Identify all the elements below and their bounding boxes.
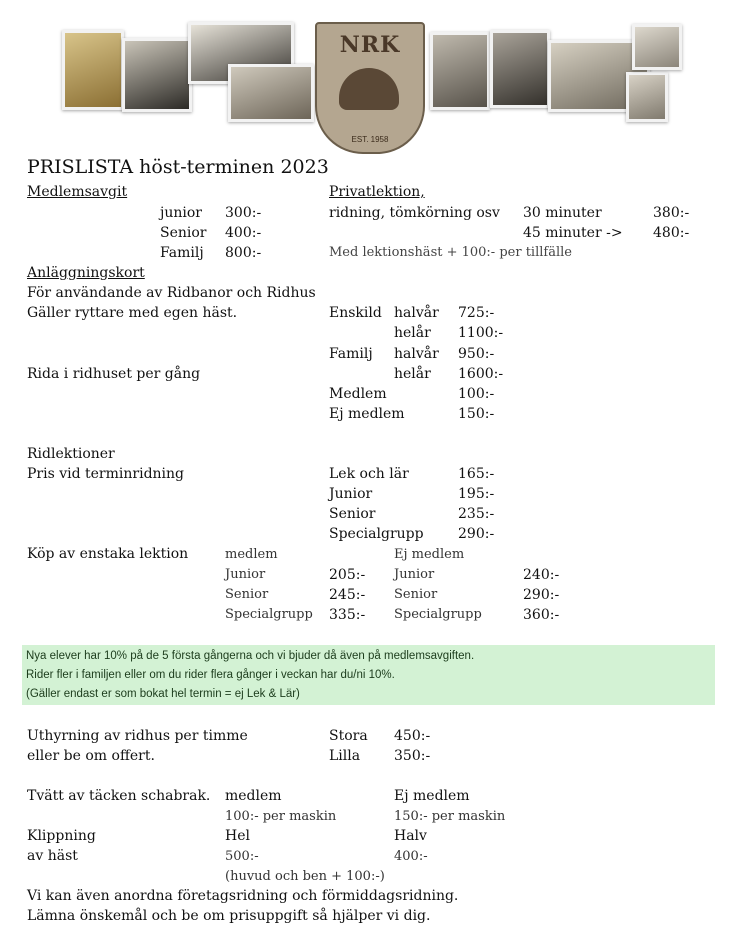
medlemsavgift-junior-label: junior (160, 205, 202, 221)
privatlektion-45-price: 480:- (653, 225, 690, 241)
anlaggningskort-medlem-price: 100:- (458, 386, 495, 402)
anlaggningskort-enskild-halvar-price: 725:- (458, 305, 495, 321)
notice-line2: Rider fler i familjen eller om du rider flera gånger i veckan har du/ni 10%. (26, 669, 395, 681)
anlaggningskort-line2: Gäller ryttare med egen häst. (27, 305, 238, 321)
klippning-hel-price: 500:- (225, 849, 259, 864)
anlaggningskort-familj: Familj (329, 346, 373, 362)
uthyrning-stora-price: 450:- (394, 728, 431, 744)
enstaka-ej-medlem-head: Ej medlem (394, 547, 465, 562)
klippning-halv: Halv (394, 828, 427, 844)
enstaka-medlem-head: medlem (225, 547, 278, 562)
klippning-halv-price: 400:- (394, 849, 428, 864)
portrait-photo (626, 72, 668, 122)
enstaka-heading: Köp av enstaka lektion (27, 546, 189, 562)
enstaka-row-medlem-price: 335:- (329, 607, 366, 623)
anlaggningskort-familj-helar-price: 1600:- (458, 366, 504, 382)
tvatt-label: Tvätt av täcken schabrak. (27, 788, 211, 804)
discount-notice (22, 645, 715, 705)
notice-line3: (Gäller endast er som bokat hel termin = ej Lek & Lär) (26, 688, 300, 700)
horse-photo (122, 38, 192, 112)
ridlektioner-row-price: 290:- (458, 526, 495, 542)
crest-horse-icon (339, 68, 399, 110)
uthyrning-stora: Stora (329, 728, 368, 744)
medlemsavgift-junior-price: 300:- (225, 205, 262, 221)
ridlektioner-heading: Ridlektioner (27, 446, 115, 462)
enstaka-row-ej-label: Specialgrupp (394, 607, 482, 622)
anlaggningskort-enskild-helar-price: 1100:- (458, 325, 504, 341)
ridlektioner-row-price: 165:- (458, 466, 495, 482)
enstaka-row-ej-label: Junior (394, 567, 435, 582)
nrk-crest-logo (315, 22, 425, 154)
footer-line2: Lämna önskemål och be om prisuppgift så hjälper vi dig. (27, 908, 431, 924)
ridlektioner-row-label: Specialgrupp (329, 526, 424, 542)
medlemsavgift-senior-price: 400:- (225, 225, 262, 241)
klippning-line2: av häst (27, 848, 78, 864)
page-title: PRISLISTA höst-terminen 2023 (27, 156, 329, 178)
uthyrning-line1: Uthyrning av ridhus per timme (27, 728, 248, 744)
crest-title: NRK (339, 32, 401, 58)
privatlektion-heading: Privatlektion, (329, 184, 425, 200)
anlaggningskort-medlem: Medlem (329, 386, 387, 402)
privatlektion-desc: ridning, tömkörning osv (329, 205, 500, 221)
tvatt-medlem: medlem (225, 788, 282, 804)
enstaka-row-label: Senior (225, 587, 269, 602)
anlaggningskort-familj-halvar-price: 950:- (458, 346, 495, 362)
privatlektion-45-duration: 45 minuter -> (523, 225, 623, 241)
ridlektioner-row-label: Senior (329, 506, 376, 522)
notice-line1: Nya elever har 10% på de 5 första gångerna och vi bjuder då även på medlemsavgiften. (26, 650, 475, 662)
anlaggningskort-heading: Anläggningskort (27, 265, 145, 281)
footer-line1: Vi kan även anordna företagsridning och förmiddagsridning. (27, 888, 459, 904)
enstaka-row-ej-price: 240:- (523, 567, 560, 583)
privatlektion-30-duration: 30 minuter (523, 205, 602, 221)
privatlektion-30-price: 380:- (653, 205, 690, 221)
enstaka-row-medlem-price: 205:- (329, 567, 366, 583)
medlemsavgift-familj-price: 800:- (225, 245, 262, 261)
ridlektioner-row-label: Junior (329, 486, 373, 502)
anlaggningskort-ej-medlem-price: 150:- (458, 406, 495, 422)
enstaka-row-ej-label: Senior (394, 587, 438, 602)
klippning-line1: Klippning (27, 828, 96, 844)
enstaka-row-label: Junior (225, 567, 266, 582)
anlaggningskort-enskild-helar: helår (394, 325, 431, 341)
rider-photo (430, 32, 490, 110)
enstaka-row-medlem-price: 245:- (329, 587, 366, 603)
privatlektion-note: Med lektionshäst + 100:- per tillfälle (329, 245, 572, 260)
anlaggningskort-line1: För användande av Ridbanor och Ridhus (27, 285, 316, 301)
anlaggningskort-enskild-halvar: halvår (394, 305, 439, 321)
medlemsavgift-senior-label: Senior (160, 225, 207, 241)
medlemsavgift-heading: Medlemsavgit (27, 184, 128, 200)
ridlektioner-sub: Pris vid terminridning (27, 466, 185, 482)
klippning-hel: Hel (225, 828, 250, 844)
medal-photo (62, 30, 124, 110)
tvatt-ej-medlem: Ej medlem (394, 788, 470, 804)
enstaka-row-label: Specialgrupp (225, 607, 313, 622)
medlemsavgift-familj-label: Familj (160, 245, 204, 261)
crest-est: EST. 1958 (351, 135, 389, 144)
anlaggningskort-enskild: Enskild (329, 305, 382, 321)
uthyrning-lilla: Lilla (329, 748, 361, 764)
anlaggningskort-line3: Rida i ridhuset per gång (27, 366, 201, 382)
anlaggningskort-ej-medlem: Ej medlem (329, 406, 405, 422)
ridlektioner-row-price: 195:- (458, 486, 495, 502)
anlaggningskort-familj-halvar: halvår (394, 346, 439, 362)
woman-photo (228, 64, 314, 122)
tvatt-ej-medlem-price: 150:- per maskin (394, 809, 506, 824)
ridlektioner-row-price: 235:- (458, 506, 495, 522)
anlaggningskort-familj-helar: helår (394, 366, 431, 382)
klippning-hel-note: (huvud och ben + 100:-) (225, 869, 385, 884)
tvatt-medlem-price: 100:- per maskin (225, 809, 337, 824)
enstaka-row-ej-price: 360:- (523, 607, 560, 623)
uthyrning-lilla-price: 350:- (394, 748, 431, 764)
ridlektioner-row-label: Lek och lär (329, 466, 409, 482)
corner-photo (632, 24, 682, 70)
instructor-photo (490, 30, 550, 108)
uthyrning-line2: eller be om offert. (27, 748, 155, 764)
enstaka-row-ej-price: 290:- (523, 587, 560, 603)
header-banner (22, 12, 687, 142)
